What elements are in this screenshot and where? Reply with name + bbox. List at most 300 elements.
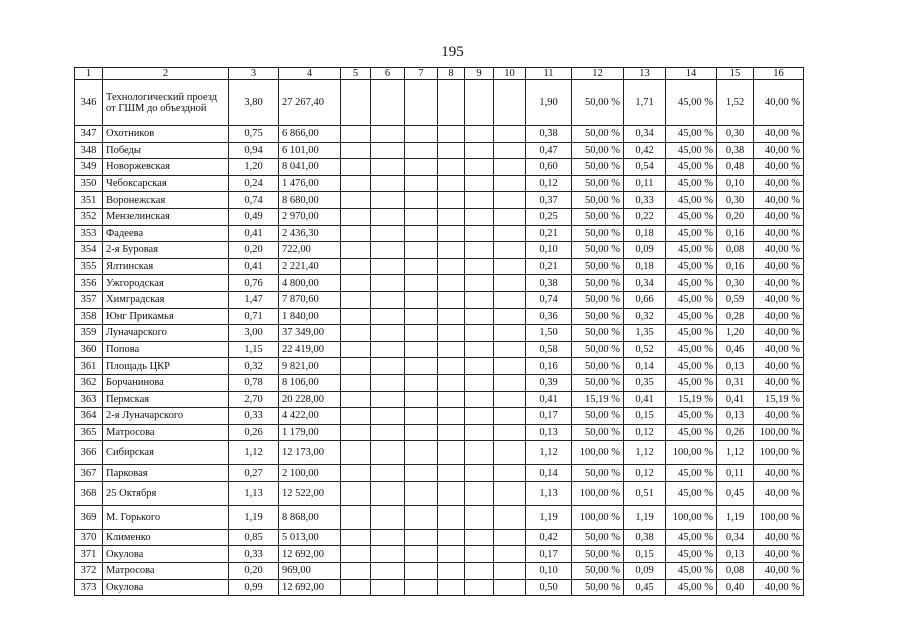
table-cell-empty: [438, 529, 465, 546]
table-cell-empty: [405, 258, 438, 275]
table-cell-c15: 0,30: [717, 126, 754, 143]
column-header: 14: [666, 68, 717, 80]
table-cell-c16: 40,00 %: [754, 325, 804, 342]
table-row: [75, 529, 804, 546]
table-cell-c4: 12 692,00: [279, 579, 341, 596]
table-cell-empty: [341, 225, 371, 242]
table-cell-c3: 1,20: [229, 159, 279, 176]
table-cell-c12: 50,00 %: [572, 358, 624, 375]
table-cell-c12: 100,00 %: [572, 441, 624, 465]
table-cell-c14: 45,00 %: [666, 291, 717, 308]
table-cell-c16: 40,00 %: [754, 275, 804, 292]
table-cell-empty: [438, 275, 465, 292]
table-cell-c4: 5 013,00: [279, 529, 341, 546]
table-cell-c4: 37 349,00: [279, 325, 341, 342]
table-cell-empty: [438, 225, 465, 242]
table-cell-c11: 1,19: [526, 505, 572, 529]
table-cell-c12: 50,00 %: [572, 341, 624, 358]
table-cell-c11: 0,10: [526, 242, 572, 259]
table-cell-c14: 45,00 %: [666, 208, 717, 225]
table-cell-c13: 0,51: [624, 481, 666, 505]
table-cell-empty: [438, 465, 465, 482]
table-cell-c4: 2 100,00: [279, 465, 341, 482]
table-cell-empty: [371, 358, 405, 375]
table-cell-empty: [371, 546, 405, 563]
table-cell-empty: [438, 424, 465, 441]
table-cell-empty: [465, 192, 494, 209]
table-cell-c14: 45,00 %: [666, 325, 717, 342]
table-cell-empty: [465, 175, 494, 192]
table-cell-empty: [494, 579, 526, 596]
table-cell-empty: [494, 275, 526, 292]
table-cell-empty: [465, 579, 494, 596]
table-cell-empty: [494, 441, 526, 465]
table-cell-c4: 8 680,00: [279, 192, 341, 209]
table-cell-c12: 50,00 %: [572, 225, 624, 242]
table-row: [75, 80, 804, 126]
table-cell-empty: [438, 358, 465, 375]
table-cell-name: Борчанинова: [103, 374, 229, 391]
table-cell-c3: 3,00: [229, 325, 279, 342]
table-cell-empty: [371, 374, 405, 391]
table-cell-c16: 40,00 %: [754, 465, 804, 482]
table-cell-n: 362: [75, 374, 103, 391]
table-cell-empty: [465, 529, 494, 546]
table-cell-c16: 40,00 %: [754, 242, 804, 259]
table-cell-n: 352: [75, 208, 103, 225]
table-cell-empty: [371, 242, 405, 259]
table-row: [75, 424, 804, 441]
table-cell-c3: 0,99: [229, 579, 279, 596]
table-cell-empty: [405, 546, 438, 563]
table-cell-c13: 0,18: [624, 258, 666, 275]
table-cell-name: Технологический проезд от ГШМ до объездной: [103, 80, 229, 126]
table-cell-empty: [494, 358, 526, 375]
table-cell-c16: 40,00 %: [754, 142, 804, 159]
column-header: 2: [103, 68, 229, 80]
table-cell-n: 373: [75, 579, 103, 596]
table-cell-empty: [438, 291, 465, 308]
table-cell-c15: 0,16: [717, 258, 754, 275]
table-cell-c4: 4 800,00: [279, 275, 341, 292]
table-cell-name: М. Горького: [103, 505, 229, 529]
table-cell-c13: 0,34: [624, 126, 666, 143]
table-row: [75, 358, 804, 375]
table-cell-empty: [465, 408, 494, 425]
table-cell-c4: 4 422,00: [279, 408, 341, 425]
table-cell-name: Мензелинская: [103, 208, 229, 225]
table-cell-empty: [494, 481, 526, 505]
table-row: [75, 481, 804, 505]
table-cell-empty: [494, 391, 526, 408]
table-cell-empty: [371, 505, 405, 529]
table-row: [75, 258, 804, 275]
table-cell-c11: 0,13: [526, 424, 572, 441]
table-cell-c11: 0,39: [526, 374, 572, 391]
table-cell-c12: 50,00 %: [572, 242, 624, 259]
table-cell-empty: [371, 142, 405, 159]
table-cell-empty: [405, 529, 438, 546]
table-cell-c16: 100,00 %: [754, 424, 804, 441]
table-cell-c13: 0,38: [624, 529, 666, 546]
table-cell-c14: 45,00 %: [666, 142, 717, 159]
table-cell-c13: 0,09: [624, 242, 666, 259]
table-cell-empty: [405, 481, 438, 505]
table-cell-c4: 12 522,00: [279, 481, 341, 505]
table-cell-empty: [438, 563, 465, 580]
table-cell-empty: [371, 308, 405, 325]
table-cell-c3: 0,78: [229, 374, 279, 391]
table-cell-c16: 40,00 %: [754, 126, 804, 143]
column-header: 6: [371, 68, 405, 80]
table-cell-c13: 0,42: [624, 142, 666, 159]
table-cell-c11: 0,74: [526, 291, 572, 308]
table-cell-c4: 22 419,00: [279, 341, 341, 358]
table-cell-c4: 1 179,00: [279, 424, 341, 441]
table-row: [75, 465, 804, 482]
table-cell-n: 361: [75, 358, 103, 375]
table-cell-n: 371: [75, 546, 103, 563]
table-cell-name: Окулова: [103, 579, 229, 596]
table-cell-empty: [494, 563, 526, 580]
table-cell-empty: [371, 80, 405, 126]
table-cell-c15: 0,08: [717, 242, 754, 259]
table-cell-empty: [465, 126, 494, 143]
table-row: [75, 291, 804, 308]
table-cell-c12: 50,00 %: [572, 258, 624, 275]
data-table: [74, 67, 804, 596]
column-header: 4: [279, 68, 341, 80]
table-cell-c3: 1,47: [229, 291, 279, 308]
table-cell-c13: 1,19: [624, 505, 666, 529]
table-cell-empty: [371, 325, 405, 342]
table-cell-c11: 1,12: [526, 441, 572, 465]
table-cell-empty: [438, 408, 465, 425]
table-cell-c14: 45,00 %: [666, 546, 717, 563]
column-header: 12: [572, 68, 624, 80]
table-cell-empty: [405, 142, 438, 159]
table-cell-c3: 0,20: [229, 242, 279, 259]
table-cell-empty: [371, 441, 405, 465]
table-cell-empty: [371, 208, 405, 225]
table-cell-c14: 15,19 %: [666, 391, 717, 408]
table-cell-empty: [494, 408, 526, 425]
table-cell-empty: [494, 291, 526, 308]
table-cell-c3: 0,41: [229, 258, 279, 275]
table-cell-empty: [341, 325, 371, 342]
table-cell-c14: 45,00 %: [666, 529, 717, 546]
column-header: 10: [494, 68, 526, 80]
table-cell-c15: 0,30: [717, 192, 754, 209]
table-cell-empty: [465, 441, 494, 465]
table-cell-empty: [341, 208, 371, 225]
table-cell-name: Клименко: [103, 529, 229, 546]
table-cell-empty: [494, 505, 526, 529]
table-cell-name: 2-я Буровая: [103, 242, 229, 259]
table-cell-empty: [438, 325, 465, 342]
table-cell-c11: 0,58: [526, 341, 572, 358]
table-row: [75, 374, 804, 391]
table-cell-empty: [405, 374, 438, 391]
table-cell-c4: 1 476,00: [279, 175, 341, 192]
table-cell-c14: 45,00 %: [666, 481, 717, 505]
table-cell-c12: 50,00 %: [572, 563, 624, 580]
table-cell-c4: 722,00: [279, 242, 341, 259]
table-cell-empty: [465, 546, 494, 563]
table-cell-empty: [465, 291, 494, 308]
table-cell-c13: 0,32: [624, 308, 666, 325]
table-cell-empty: [494, 546, 526, 563]
table-cell-name: 25 Октября: [103, 481, 229, 505]
column-header: 8: [438, 68, 465, 80]
table-cell-empty: [494, 159, 526, 176]
table-cell-c11: 0,12: [526, 175, 572, 192]
table-cell-c11: 0,10: [526, 563, 572, 580]
table-cell-c13: 0,66: [624, 291, 666, 308]
table-cell-name: Ялтинская: [103, 258, 229, 275]
table-cell-c16: 40,00 %: [754, 546, 804, 563]
table-cell-c15: 0,10: [717, 175, 754, 192]
table-cell-c16: 100,00 %: [754, 505, 804, 529]
table-cell-empty: [465, 358, 494, 375]
table-cell-empty: [341, 341, 371, 358]
table-cell-c4: 2 436,30: [279, 225, 341, 242]
table-cell-c3: 1,12: [229, 441, 279, 465]
table-cell-c12: 50,00 %: [572, 424, 624, 441]
table-cell-empty: [341, 358, 371, 375]
table-cell-n: 372: [75, 563, 103, 580]
table-cell-empty: [405, 441, 438, 465]
table-cell-c3: 0,26: [229, 424, 279, 441]
table-cell-c14: 45,00 %: [666, 225, 717, 242]
table-cell-c15: 1,52: [717, 80, 754, 126]
table-cell-empty: [405, 126, 438, 143]
table-cell-c4: 969,00: [279, 563, 341, 580]
table-cell-empty: [371, 579, 405, 596]
table-cell-empty: [341, 424, 371, 441]
table-cell-c14: 45,00 %: [666, 242, 717, 259]
table-cell-empty: [494, 341, 526, 358]
table-cell-empty: [438, 208, 465, 225]
table-cell-empty: [494, 424, 526, 441]
table-cell-empty: [341, 481, 371, 505]
table-cell-c16: 40,00 %: [754, 225, 804, 242]
table-cell-n: 360: [75, 341, 103, 358]
table-cell-c16: 40,00 %: [754, 208, 804, 225]
table-cell-c14: 45,00 %: [666, 408, 717, 425]
table-cell-name: Победы: [103, 142, 229, 159]
table-cell-c12: 50,00 %: [572, 275, 624, 292]
table-cell-c16: 40,00 %: [754, 341, 804, 358]
table-cell-c14: 45,00 %: [666, 465, 717, 482]
table-cell-c16: 40,00 %: [754, 159, 804, 176]
table-cell-c4: 9 821,00: [279, 358, 341, 375]
table-cell-c11: 0,21: [526, 225, 572, 242]
table-cell-c16: 40,00 %: [754, 563, 804, 580]
table-cell-c11: 1,50: [526, 325, 572, 342]
table-cell-name: Матросова: [103, 424, 229, 441]
table-cell-c3: 0,20: [229, 563, 279, 580]
table-cell-c3: 0,33: [229, 408, 279, 425]
table-cell-empty: [494, 208, 526, 225]
table-cell-c4: 8 041,00: [279, 159, 341, 176]
table-cell-c13: 0,33: [624, 192, 666, 209]
table-cell-empty: [465, 481, 494, 505]
table-cell-empty: [371, 192, 405, 209]
table-cell-c11: 0,38: [526, 126, 572, 143]
table-cell-c16: 40,00 %: [754, 579, 804, 596]
table-cell-name: Матросова: [103, 563, 229, 580]
table-cell-n: 363: [75, 391, 103, 408]
table-cell-empty: [438, 505, 465, 529]
table-cell-empty: [465, 242, 494, 259]
table-cell-c15: 0,11: [717, 465, 754, 482]
table-cell-c11: 0,37: [526, 192, 572, 209]
column-header: 16: [754, 68, 804, 80]
table-cell-n: 346: [75, 80, 103, 126]
table-row: [75, 192, 804, 209]
table-cell-c16: 40,00 %: [754, 408, 804, 425]
table-cell-n: 355: [75, 258, 103, 275]
table-cell-c13: 0,11: [624, 175, 666, 192]
table-cell-empty: [465, 225, 494, 242]
table-cell-empty: [371, 341, 405, 358]
table-row: [75, 208, 804, 225]
table-cell-empty: [465, 142, 494, 159]
table-cell-empty: [465, 563, 494, 580]
table-cell-c3: 0,71: [229, 308, 279, 325]
table-cell-empty: [465, 308, 494, 325]
table-cell-name: Чебоксарская: [103, 175, 229, 192]
table-cell-empty: [438, 308, 465, 325]
table-cell-n: 358: [75, 308, 103, 325]
table-cell-c15: 0,28: [717, 308, 754, 325]
table-cell-n: 369: [75, 505, 103, 529]
table-cell-c15: 1,19: [717, 505, 754, 529]
table-cell-c11: 0,36: [526, 308, 572, 325]
table-row: [75, 341, 804, 358]
table-cell-empty: [438, 374, 465, 391]
table-cell-empty: [405, 579, 438, 596]
table-cell-c3: 1,13: [229, 481, 279, 505]
table-cell-n: 359: [75, 325, 103, 342]
table-cell-empty: [371, 159, 405, 176]
table-cell-empty: [405, 275, 438, 292]
table-cell-empty: [465, 159, 494, 176]
table-cell-empty: [465, 424, 494, 441]
table-cell-name: Парковая: [103, 465, 229, 482]
table-cell-c3: 0,41: [229, 225, 279, 242]
table-row: [75, 563, 804, 580]
table-cell-c14: 45,00 %: [666, 258, 717, 275]
table-cell-c14: 45,00 %: [666, 579, 717, 596]
table-cell-empty: [371, 258, 405, 275]
table-cell-empty: [341, 441, 371, 465]
table-cell-c4: 2 221,40: [279, 258, 341, 275]
table-cell-empty: [341, 126, 371, 143]
table-cell-empty: [494, 225, 526, 242]
table-cell-c12: 50,00 %: [572, 408, 624, 425]
table-cell-c13: 0,12: [624, 424, 666, 441]
table-cell-empty: [438, 242, 465, 259]
table-cell-empty: [438, 258, 465, 275]
table-cell-c16: 15,19 %: [754, 391, 804, 408]
table-cell-empty: [438, 126, 465, 143]
table-row: [75, 175, 804, 192]
table-cell-c15: 0,38: [717, 142, 754, 159]
table-cell-c14: 100,00 %: [666, 505, 717, 529]
table-cell-empty: [371, 424, 405, 441]
table-cell-name: Площадь ЦКР: [103, 358, 229, 375]
table-cell-n: 348: [75, 142, 103, 159]
table-cell-c16: 40,00 %: [754, 192, 804, 209]
table-cell-n: 354: [75, 242, 103, 259]
table-cell-c15: 0,26: [717, 424, 754, 441]
table-cell-c4: 12 173,00: [279, 441, 341, 465]
table-cell-empty: [405, 175, 438, 192]
table-cell-c12: 100,00 %: [572, 481, 624, 505]
table-cell-empty: [371, 291, 405, 308]
table-cell-c15: 0,30: [717, 275, 754, 292]
table-cell-c12: 50,00 %: [572, 291, 624, 308]
table-cell-empty: [405, 391, 438, 408]
table-cell-c13: 0,34: [624, 275, 666, 292]
table-cell-empty: [371, 563, 405, 580]
table-cell-c4: 20 228,00: [279, 391, 341, 408]
table-cell-empty: [341, 374, 371, 391]
table-cell-empty: [341, 175, 371, 192]
table-cell-c15: 1,12: [717, 441, 754, 465]
table-cell-c13: 0,12: [624, 465, 666, 482]
table-row: [75, 225, 804, 242]
table-cell-c13: 0,54: [624, 159, 666, 176]
table-cell-c11: 0,21: [526, 258, 572, 275]
table-cell-empty: [438, 341, 465, 358]
table-cell-c12: 50,00 %: [572, 126, 624, 143]
table-cell-empty: [341, 546, 371, 563]
table-cell-empty: [371, 465, 405, 482]
table-cell-c4: 6 866,00: [279, 126, 341, 143]
table-cell-name: Пермская: [103, 391, 229, 408]
table-cell-c3: 0,94: [229, 142, 279, 159]
table-cell-c11: 1,90: [526, 80, 572, 126]
table-cell-empty: [494, 142, 526, 159]
table-cell-c15: 0,13: [717, 358, 754, 375]
table-cell-c11: 0,60: [526, 159, 572, 176]
table-cell-c12: 50,00 %: [572, 546, 624, 563]
table-cell-empty: [405, 505, 438, 529]
table-cell-c12: 50,00 %: [572, 465, 624, 482]
table-cell-n: 357: [75, 291, 103, 308]
table-cell-empty: [438, 159, 465, 176]
table-cell-n: 367: [75, 465, 103, 482]
table-cell-empty: [438, 391, 465, 408]
table-row: [75, 579, 804, 596]
table-row: [75, 126, 804, 143]
table-cell-c12: 50,00 %: [572, 80, 624, 126]
table-cell-c12: 100,00 %: [572, 505, 624, 529]
table-cell-c4: 8 106,00: [279, 374, 341, 391]
table-cell-c16: 40,00 %: [754, 358, 804, 375]
page-number: 195: [441, 44, 464, 60]
table-cell-c15: 0,13: [717, 408, 754, 425]
table-cell-n: 347: [75, 126, 103, 143]
table-cell-n: 364: [75, 408, 103, 425]
column-header: 15: [717, 68, 754, 80]
table-cell-c15: 0,48: [717, 159, 754, 176]
table-cell-empty: [341, 579, 371, 596]
table-cell-c12: 50,00 %: [572, 308, 624, 325]
